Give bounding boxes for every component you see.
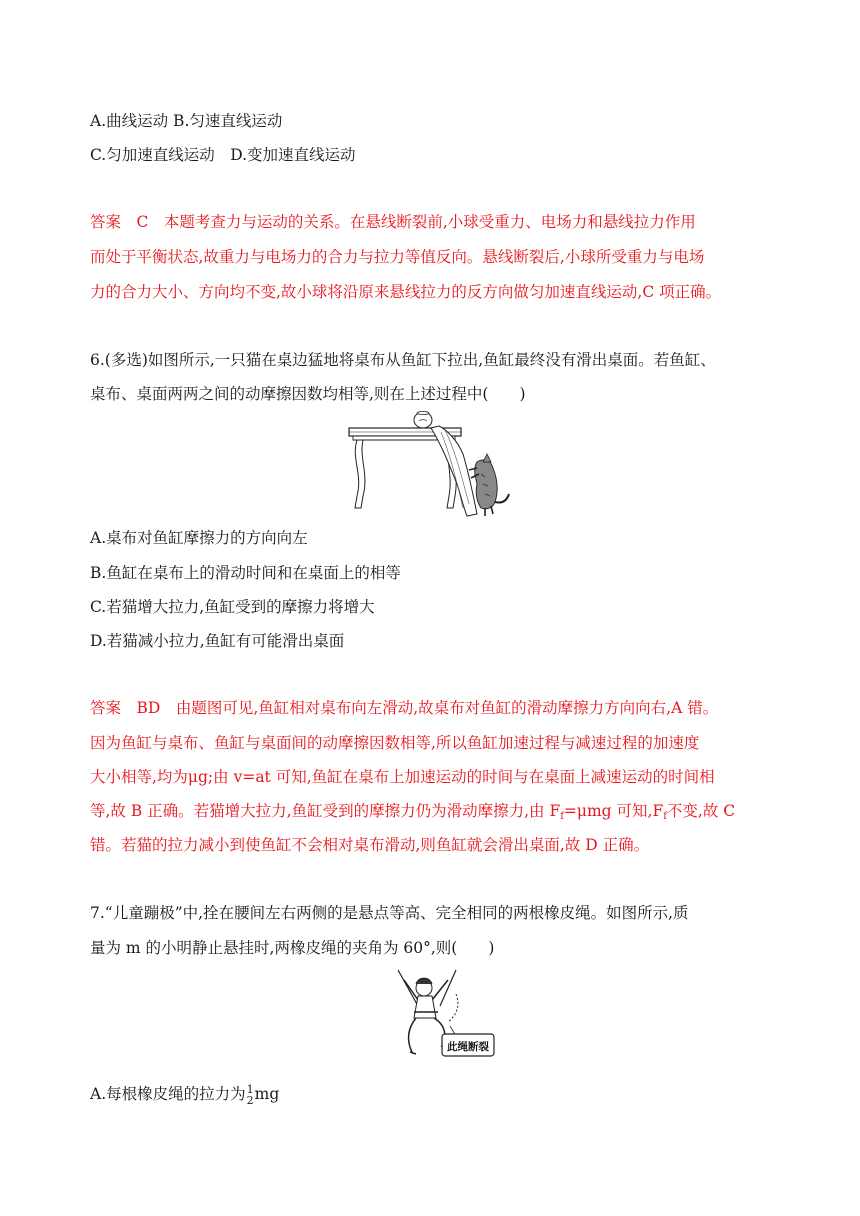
q5-answer-line: 力的合力大小、方向均不变,故小球将沿原来悬线拉力的反方向做匀加速直线运动,C 项正确。 (90, 283, 722, 301)
q5-answer-line: 答案 C 本题考查力与运动的关系。在悬线断裂前,小球受重力、电场力和悬线拉力作用 (90, 213, 696, 231)
q7-stem-line: 7.“儿童蹦极”中,拴在腰间左右两侧的是悬点等高、完全相同的两根橡皮绳。如图所示,质 (90, 904, 689, 922)
q6-stem-line: 6.(多选)如图所示,一只猫在桌边猛地将桌布从鱼缸下拉出,鱼缸最终没有滑出桌面。若鱼缸、 (90, 351, 716, 369)
q6-answer-line: 因为鱼缸与桌布、鱼缸与桌面间的动摩擦因数相等,所以鱼缸加速过程与减速过程的加速度 (90, 734, 700, 752)
q6-option-b: B.鱼缸在桌布上的滑动时间和在桌面上的相等 (90, 564, 401, 582)
q6-answer-line: 等,故 B 正确。若猫增大拉力,鱼缸受到的摩擦力仍为滑动摩擦力,由 $F_f=\mu mg$ 可知$,F_f$不变,故 C (90, 802, 736, 822)
child-bungee-figure (386, 966, 500, 1070)
q5-option-cd: C.匀加速直线运动 D.变加速直线运动 (90, 146, 356, 164)
q6-option-d: D.若猫减小拉力,鱼缸有可能滑出桌面 (90, 632, 345, 650)
cat-tablecloth-figure (345, 404, 515, 520)
fraction-half: 1 2 (246, 1083, 254, 1107)
q6-answer-line: 大小相等,均为μg;由 v=at 可知,鱼缸在桌布上加速运动的时间与在桌面上减速运动的时间相 (90, 768, 715, 786)
q6-option-a: A.桌布对鱼缸摩擦力的方向向左 (90, 529, 308, 547)
q7-stem-line: 量为 m 的小明静止悬挂时,两橡皮绳的夹角为 60°,则( ) (90, 939, 495, 957)
q6-stem-line: 桌布、桌面两两之间的动摩擦因数均相等,则在上述过程中( ) (90, 385, 526, 403)
q6-option-c: C.若猫增大拉力,鱼缸受到的摩擦力将增大 (90, 598, 375, 616)
q5-option-ab: A.曲线运动 B.匀速直线运动 (90, 112, 283, 130)
q5-answer-line: 而处于平衡状态,故重力与电场力的合力与拉力等值反向。悬线断裂后,小球所受重力与电场 (90, 248, 705, 266)
q6-answer-line: 错。若猫的拉力减小到使鱼缸不会相对桌布滑动,则鱼缸就会滑出桌面,故 D 正确。 (90, 836, 650, 854)
q7-option-a: A.每根橡皮绳的拉力为 1 2 mg (90, 1083, 280, 1107)
q6-answer-line: 答案 BD 由题图可见,鱼缸相对桌布向左滑动,故桌布对鱼缸的滑动摩擦力方向向右,A 错。 (90, 699, 719, 717)
figure-label: 此绳断裂 (447, 1041, 489, 1053)
